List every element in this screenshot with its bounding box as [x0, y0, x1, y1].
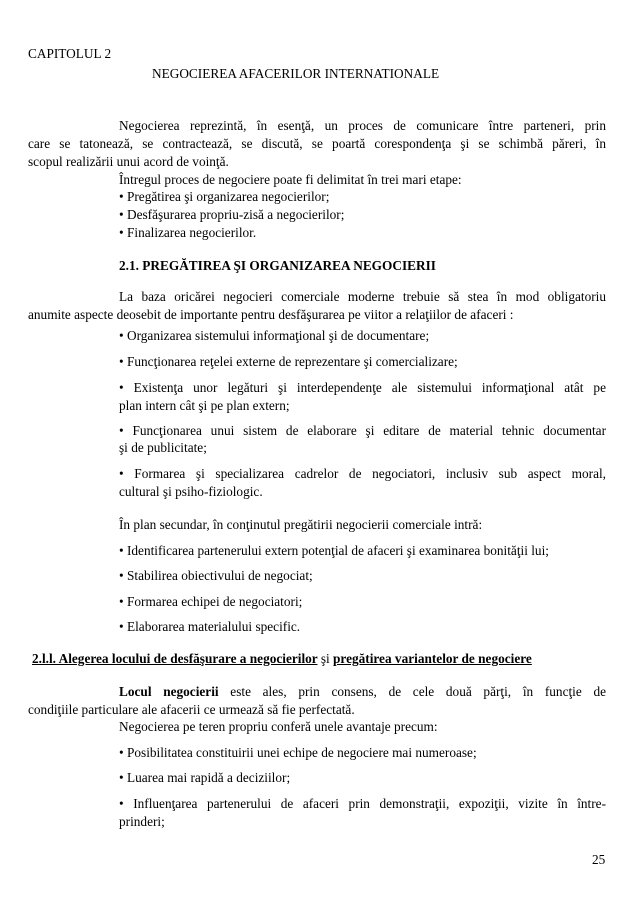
heading-conjunction: şi — [320, 651, 330, 666]
page-number: 25 — [592, 852, 606, 867]
location-term: Locul negocierii — [119, 684, 219, 699]
chapter-label: CAPITOLUL 2 — [28, 46, 112, 61]
page-title: NEGOCIEREA AFACERILOR INTERNATIONALE — [152, 66, 440, 81]
list-item-objective: • Stabilirea obiectivului de negociat; — [119, 568, 313, 583]
section-2-1-paragraph-line-1: La baza oricărei negocieri comerciale moderne trebuie să stea în mod obligatoriu — [119, 289, 606, 304]
intro-line-3: scopul realizării unui acord de voinţă. — [28, 154, 229, 169]
section-2-1-paragraph-line-2: anumite aspecte deosebit de importante pentru desfăşurarea pe viitor a relaţiilor de afaceri : — [28, 307, 514, 322]
list-item-material: • Elaborarea materialului specific. — [119, 619, 301, 634]
list-item-info-system: • Organizarea sistemului informaţional şi de documentare; — [119, 328, 430, 343]
list-item-influence-line-1: • Influenţarea partenerului de afaceri prin demonstraţii, expoziţii, vizite în între- — [119, 796, 606, 811]
stage-item-1: • Pregătirea şi organizarea negocierilor; — [119, 189, 330, 204]
list-item-technical-material-line-2: şi de publicitate; — [119, 440, 207, 455]
heading-part-location: 2.l.l. Alegerea locului de desfăşurare a negocierilor — [32, 651, 318, 666]
list-item-larger-team: • Posibilitatea constituirii unei echipe de negociere mai numeroase; — [119, 745, 477, 760]
list-item-external-network: • Funcţionarea reţelei externe de reprezentare şi comercializare; — [119, 354, 458, 369]
section-heading-2-1: 2.1. PREGĂTIREA ŞI ORGANIZAREA NEGOCIERII — [119, 258, 436, 273]
list-item-team: • Formarea echipei de negociatori; — [119, 594, 303, 609]
stage-item-3: • Finalizarea negocierilor. — [119, 225, 257, 240]
list-item-identify-partner: • Identificarea partenerului extern potenţial de afaceri şi examinarea bonităţii lui; — [119, 543, 549, 558]
intro-line-2: care se tatonează, se contractează, se discută, se poartă corespondenţa şi se schimbă păreri, în — [28, 136, 606, 151]
location-paragraph-line-2: condiţiile particulare ale afacerii ce urmează să fie perfectată. — [28, 702, 355, 717]
list-item-faster-decisions: • Luarea mai rapidă a deciziilor; — [119, 770, 291, 785]
list-item-interdependence-line-1: • Existenţa unor legături şi interdependenţe ale sistemului informaţional atât pe — [119, 380, 606, 395]
list-item-interdependence-line-2: plan intern cât şi pe plan extern; — [119, 398, 290, 413]
stages-intro: Întregul proces de negociere poate fi delimitat în trei mari etape: — [119, 172, 462, 187]
list-item-training-line-1: • Formarea şi specializarea cadrelor de negociatori, inclusiv sub aspect moral, — [119, 466, 606, 481]
section-heading-2-1-1 — [32, 651, 532, 667]
list-item-technical-material-line-1: • Funcţionarea unui sistem de elaborare şi editare de material tehnic documentar — [119, 423, 606, 438]
location-paragraph-line-1 — [119, 684, 606, 700]
heading-part-variants: pregătirea variantelor de negociere — [333, 651, 532, 666]
secondary-plan-intro: În plan secundar, în conţinutul pregătirii negocierii comerciale intră: — [119, 517, 483, 532]
location-description: este ales, prin consens, de cele două părţi, în funcţie de — [230, 684, 607, 699]
home-ground-intro: Negocierea pe teren propriu conferă unele avantaje precum: — [119, 719, 438, 734]
intro-line-1: Negocierea reprezintă, în esenţă, un proces de comunicare între parteneri, prin — [119, 118, 606, 133]
list-item-influence-line-2: prinderi; — [119, 814, 165, 829]
list-item-training-line-2: cultural şi psiho-fiziologic. — [119, 484, 263, 499]
stage-item-2: • Desfăşurarea propriu-zisă a negocierilor; — [119, 207, 345, 222]
